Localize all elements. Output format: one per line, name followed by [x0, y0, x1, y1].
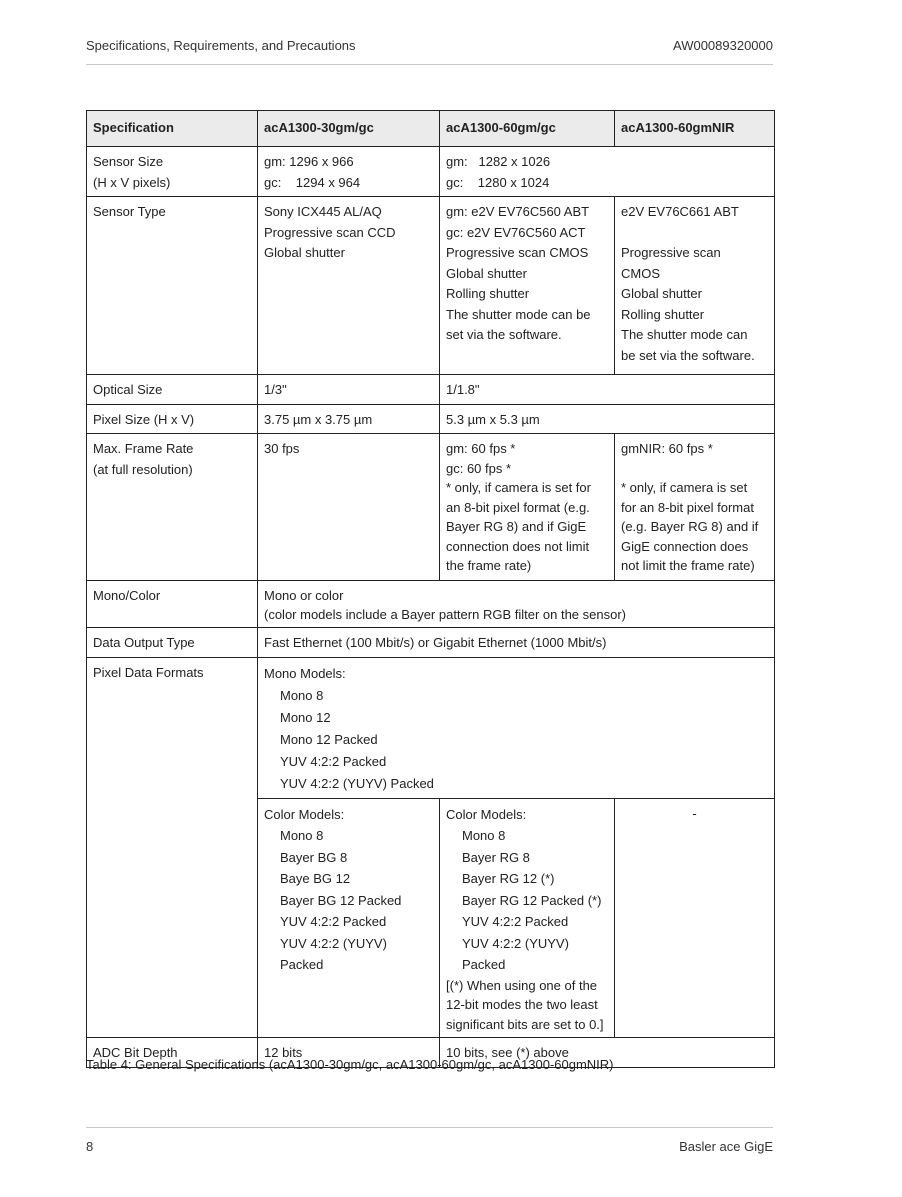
text-line: Global shutter — [264, 245, 345, 260]
cell-all-models — [258, 628, 775, 658]
text-line: 10 bits, see (*) above — [446, 1045, 569, 1060]
text-line: - — [692, 805, 697, 821]
text-line: Mono 8 — [280, 828, 324, 843]
cell-30gm — [258, 404, 440, 434]
cell-30gm — [258, 434, 440, 581]
text-line: * only, if camera is set — [621, 480, 748, 495]
text-line: e2V EV76C661 ABT — [621, 204, 739, 219]
text-line: for an 8-bit pixel format — [621, 499, 754, 515]
text-line: Pixel Size (H x V) — [93, 411, 195, 427]
text-line: Mono 8 — [462, 828, 506, 843]
text-line: Mono 12 — [280, 709, 331, 725]
text-line: Mono 12 Packed — [280, 731, 378, 747]
text-line: connection does not limit — [446, 538, 590, 554]
text-line: Baye BG 12 — [280, 871, 351, 886]
table-row-optical-size — [87, 375, 775, 405]
row-label — [87, 434, 258, 581]
color-format-list — [446, 825, 608, 976]
text-line: Bayer RG 12 Packed (*) — [462, 892, 602, 908]
text-line: Progressive scan CCD — [264, 224, 396, 240]
row-label — [87, 404, 258, 434]
text-line: YUV 4:2:2 (YUYV) — [462, 935, 569, 951]
text-line: Color Models: — [264, 806, 345, 822]
text-line: Packed — [462, 957, 506, 972]
cell-60gmnir — [615, 197, 775, 375]
table-caption: Table 4: General Specifications (acA1300-30gm/gc, acA1300-60gm/gc, acA1300-60gmNIR) — [86, 1057, 614, 1072]
row-label — [87, 657, 258, 1038]
text-line: 12 bits — [264, 1045, 303, 1060]
text-line: Data Output Type — [93, 635, 195, 650]
text-line: significant bits are set to 0.] — [446, 1016, 604, 1032]
text-line: gm: e2V EV76C560 ABT — [446, 204, 590, 219]
table-row-pixel-formats-mono — [87, 657, 775, 798]
text-line: gc: e2V EV76C560 ACT — [446, 224, 586, 240]
cell-mono-models — [258, 657, 775, 798]
specifications-table — [86, 110, 775, 1068]
mono-format-list — [264, 685, 768, 795]
text-line: Sensor Size — [93, 154, 164, 169]
text-line: gm: 1282 x 1026 — [446, 154, 551, 169]
cell-nir-color-models — [615, 798, 775, 1038]
text-line: Bayer RG 8) and if GigE — [446, 519, 587, 534]
text-line: GigE connection does — [621, 538, 749, 554]
table-row-sensor-type — [87, 197, 775, 375]
text-line: Global shutter — [446, 265, 527, 281]
text-line: Packed — [280, 957, 324, 972]
text-line: The shutter mode can — [621, 327, 748, 342]
text-line: gc: 1280 x 1024 — [446, 174, 550, 190]
footer-rule — [86, 1127, 773, 1128]
text-line: Bayer RG 12 (*) — [462, 871, 555, 886]
table-row-pixel-size — [87, 404, 775, 434]
page-number: 8 — [86, 1139, 94, 1154]
cell-60gm — [440, 434, 615, 581]
text-line: Progressive scan — [621, 245, 721, 260]
text-line: ADC Bit Depth — [93, 1045, 178, 1060]
column-header: Specification — [87, 111, 258, 147]
text-line: 1/3" — [264, 382, 287, 397]
text-line: gc: 1294 x 964 — [264, 174, 361, 190]
cell-60gm-nir — [440, 404, 775, 434]
text-line: The shutter mode can be — [446, 306, 591, 322]
text-line: the frame rate) — [446, 558, 532, 573]
color-format-list — [264, 825, 433, 976]
text-line: Pixel Data Formats — [93, 664, 204, 680]
text-line: Mono Models: — [264, 665, 346, 681]
text-line: Bayer BG 8 — [280, 849, 348, 865]
text-line: (color models include a Bayer pattern RGB filter on the sensor) — [264, 607, 627, 622]
text-line: Progressive scan CMOS — [446, 245, 589, 260]
text-line: Sony ICX445 AL/AQ — [264, 204, 382, 219]
color-models-heading — [264, 804, 433, 826]
text-line: YUV 4:2:2 Packed — [280, 914, 387, 929]
text-line: (e.g. Bayer RG 8) and if — [621, 519, 759, 534]
text-line: 1/1.8" — [446, 382, 480, 397]
column-header: acA1300-60gm/gc — [440, 111, 615, 147]
table-row-data-output — [87, 628, 775, 658]
column-header: acA1300-60gmNIR — [615, 111, 775, 147]
table-row-frame-rate — [87, 434, 775, 581]
text-line: CMOS — [621, 265, 660, 281]
text-line: Color Models: — [446, 806, 527, 822]
cell-30gc-color-models — [258, 798, 440, 1038]
text-line: an 8-bit pixel format (e.g. — [446, 499, 590, 515]
row-label — [87, 147, 258, 197]
text-line: Global shutter — [621, 286, 702, 301]
cell-60gmnir — [615, 434, 775, 581]
text-line: 30 fps — [264, 441, 300, 456]
row-label — [87, 375, 258, 405]
text-line: (at full resolution) — [93, 461, 193, 477]
row-label — [87, 628, 258, 658]
text-line: 5.3 µm x 5.3 µm — [446, 411, 540, 427]
text-line: gm: 1296 x 966 — [264, 154, 354, 169]
text-line: Bayer RG 8 — [462, 849, 530, 865]
cell-60gm-nir — [440, 375, 775, 405]
text-line: * only, if camera is set for — [446, 480, 591, 495]
cell-60gm-nir — [440, 147, 775, 197]
cell-30gm — [258, 147, 440, 197]
text-line: Mono/Color — [93, 588, 161, 603]
text-line: Rolling shutter — [446, 286, 530, 301]
text-line: Bayer BG 12 Packed — [280, 892, 402, 908]
table-row-mono-color — [87, 581, 775, 628]
footnote — [446, 976, 608, 1035]
text-line: Mono 8 — [280, 687, 324, 703]
document-number: AW00089320000 — [673, 38, 773, 53]
text-line: not limit the frame rate) — [621, 558, 755, 573]
color-models-heading — [446, 804, 608, 826]
footer-product-name: Basler ace GigE — [679, 1139, 773, 1154]
running-header-title: Specifications, Requirements, and Precautions — [86, 38, 356, 53]
table-row-sensor-size — [87, 147, 775, 197]
text-line: gc: 60 fps * — [446, 460, 512, 476]
table-header-row — [87, 111, 775, 147]
text-line: YUV 4:2:2 Packed — [280, 753, 387, 769]
cell-60gm — [440, 197, 615, 375]
text-line — [621, 223, 768, 244]
text-line: YUV 4:2:2 (YUYV) Packed — [280, 775, 434, 791]
text-line: Optical Size — [93, 382, 163, 397]
row-label — [87, 581, 258, 628]
text-line: (H x V pixels) — [93, 174, 171, 190]
text-line: gm: 60 fps * — [446, 441, 516, 456]
mono-models-heading — [264, 663, 768, 685]
text-line: be set via the software. — [621, 347, 755, 363]
text-line — [621, 459, 768, 479]
text-line: 3.75 µm x 3.75 µm — [264, 411, 373, 427]
text-line: Sensor Type — [93, 204, 166, 219]
text-line: Max. Frame Rate — [93, 441, 194, 456]
text-line: Mono or color — [264, 588, 344, 603]
text-line: Rolling shutter — [621, 306, 705, 322]
cell-60gc-color-models — [440, 798, 615, 1038]
header-rule — [86, 64, 773, 65]
column-header: acA1300-30gm/gc — [258, 111, 440, 147]
text-line: YUV 4:2:2 (YUYV) — [280, 935, 387, 951]
text-line: YUV 4:2:2 Packed — [462, 914, 569, 929]
text-line: set via the software. — [446, 327, 562, 342]
text-line: gmNIR: 60 fps * — [621, 441, 713, 456]
cell-30gm — [258, 197, 440, 375]
cell-all-models — [258, 581, 775, 628]
text-line: [(*) When using one of the — [446, 977, 598, 993]
text-line: 12-bit modes the two least — [446, 997, 598, 1012]
row-label — [87, 197, 258, 375]
cell-30gm — [258, 375, 440, 405]
text-line: Fast Ethernet (100 Mbit/s) or Gigabit Ethernet (1000 Mbit/s) — [264, 635, 607, 650]
